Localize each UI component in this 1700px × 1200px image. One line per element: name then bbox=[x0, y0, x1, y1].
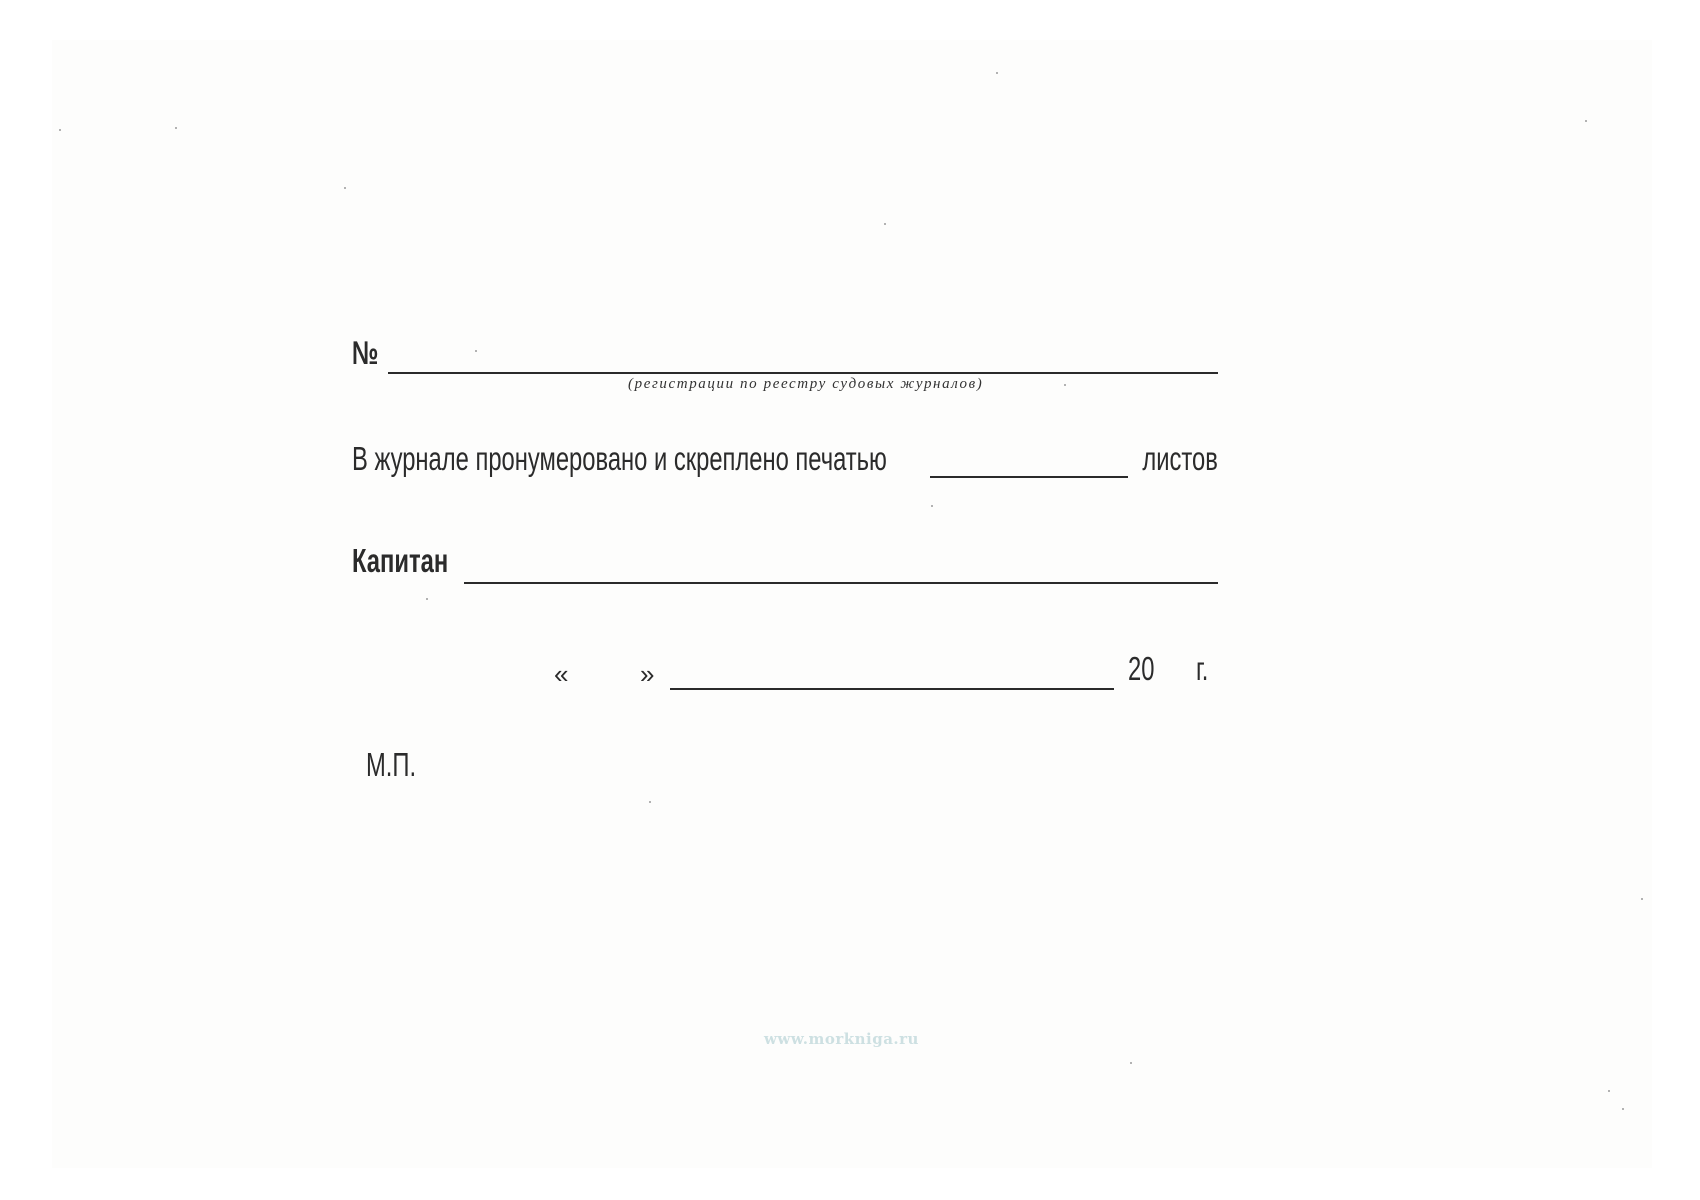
date-open-quote: « bbox=[554, 659, 569, 689]
scan-speck bbox=[175, 127, 177, 129]
scan-speck bbox=[344, 187, 346, 189]
pages-count-line[interactable] bbox=[930, 476, 1128, 478]
scan-speck bbox=[1585, 120, 1587, 122]
date-close-quote: » bbox=[640, 659, 655, 689]
pages-statement: В журнале пронумеровано и скреплено печатью bbox=[352, 440, 887, 477]
document-page bbox=[52, 40, 1652, 1168]
scan-speck bbox=[475, 350, 477, 352]
scan-speck bbox=[1608, 1090, 1610, 1092]
captain-label: Капитан bbox=[352, 542, 449, 579]
registration-number-line[interactable] bbox=[388, 372, 1218, 374]
scan-speck bbox=[1641, 898, 1643, 900]
year-prefix: 20 bbox=[1128, 650, 1155, 687]
pages-unit-label: листов bbox=[1142, 440, 1218, 477]
seal-place-label: М.П. bbox=[366, 746, 417, 783]
registration-caption: (регистрации по реестру судовых журналов) bbox=[628, 376, 984, 392]
watermark-text: www.morkniga.ru bbox=[764, 1030, 919, 1048]
scan-speck bbox=[931, 505, 933, 507]
scan-speck bbox=[649, 801, 651, 803]
scan-speck bbox=[426, 598, 428, 600]
scan-speck bbox=[1130, 1062, 1132, 1064]
captain-signature-line[interactable] bbox=[464, 582, 1218, 584]
scan-speck bbox=[884, 223, 886, 225]
date-month-line[interactable] bbox=[670, 688, 1114, 690]
scan-speck bbox=[1622, 1108, 1624, 1110]
number-sign-label: № bbox=[352, 334, 379, 371]
scan-speck bbox=[996, 72, 998, 74]
scan-speck bbox=[59, 129, 61, 131]
scan-speck bbox=[1064, 384, 1066, 386]
year-suffix: г. bbox=[1196, 650, 1209, 687]
